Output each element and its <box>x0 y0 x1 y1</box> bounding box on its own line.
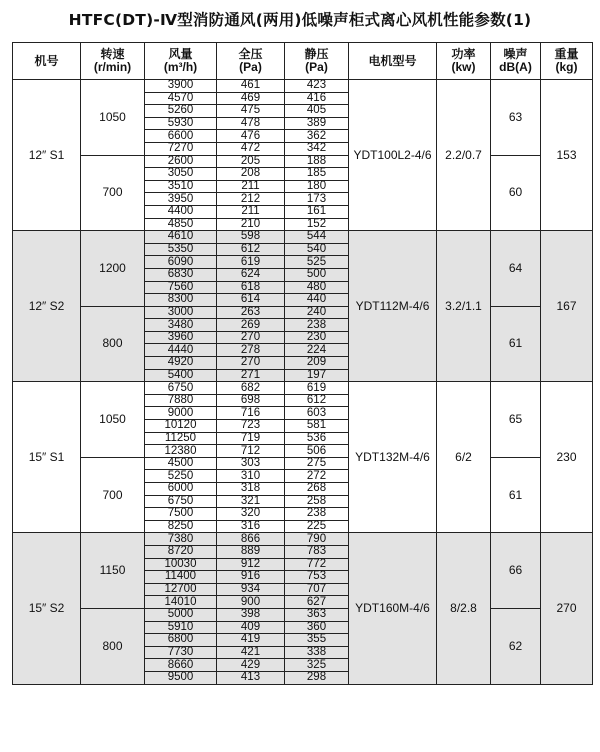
airflow-cell: 3510 <box>145 180 217 193</box>
header-static-pressure: 静压 (Pa) <box>285 43 349 80</box>
airflow-cell: 10120 <box>145 420 217 433</box>
speed-cell: 1200 <box>81 231 145 307</box>
table-row <box>13 306 593 319</box>
static-pressure-cell: 581 <box>285 420 349 433</box>
total-pressure-cell: 398 <box>217 608 285 621</box>
total-pressure-cell: 205 <box>217 155 285 168</box>
airflow-cell: 7560 <box>145 281 217 294</box>
header-speed: 转速 (r/min) <box>81 43 145 80</box>
static-pressure-cell: 224 <box>285 344 349 357</box>
speed-cell: 1150 <box>81 533 145 609</box>
static-pressure-cell: 500 <box>285 268 349 281</box>
total-pressure-cell: 916 <box>217 571 285 584</box>
total-pressure-cell: 723 <box>217 420 285 433</box>
static-pressure-cell: 416 <box>285 92 349 105</box>
total-pressure-cell: 912 <box>217 558 285 571</box>
total-pressure-cell: 618 <box>217 281 285 294</box>
static-pressure-cell: 480 <box>285 281 349 294</box>
total-pressure-cell: 210 <box>217 218 285 231</box>
static-pressure-cell: 405 <box>285 105 349 118</box>
static-pressure-cell: 707 <box>285 583 349 596</box>
model-cell: 15″ S1 <box>13 382 81 533</box>
static-pressure-cell: 619 <box>285 382 349 395</box>
table-row <box>13 533 593 546</box>
power-cell: 2.2/0.7 <box>437 80 491 231</box>
total-pressure-cell: 321 <box>217 495 285 508</box>
speed-cell: 1050 <box>81 382 145 458</box>
airflow-cell: 5350 <box>145 243 217 256</box>
model-cell: 12″ S2 <box>13 231 81 382</box>
static-pressure-cell: 783 <box>285 545 349 558</box>
static-pressure-cell: 161 <box>285 205 349 218</box>
airflow-cell: 7270 <box>145 142 217 155</box>
static-pressure-cell: 272 <box>285 470 349 483</box>
total-pressure-cell: 866 <box>217 533 285 546</box>
static-pressure-cell: 772 <box>285 558 349 571</box>
airflow-cell: 3900 <box>145 80 217 93</box>
total-pressure-cell: 889 <box>217 545 285 558</box>
total-pressure-cell: 475 <box>217 105 285 118</box>
static-pressure-cell: 423 <box>285 80 349 93</box>
motor-cell: YDT100L2-4/6 <box>349 80 437 231</box>
airflow-cell: 6800 <box>145 634 217 647</box>
static-pressure-cell: 363 <box>285 608 349 621</box>
static-pressure-cell: 753 <box>285 571 349 584</box>
total-pressure-cell: 271 <box>217 369 285 382</box>
weight-cell: 153 <box>541 80 593 231</box>
static-pressure-cell: 389 <box>285 117 349 130</box>
table-row <box>13 231 593 244</box>
total-pressure-cell: 429 <box>217 659 285 672</box>
airflow-cell: 7500 <box>145 508 217 521</box>
static-pressure-cell: 360 <box>285 621 349 634</box>
total-pressure-cell: 476 <box>217 130 285 143</box>
airflow-cell: 6750 <box>145 382 217 395</box>
static-pressure-cell: 238 <box>285 319 349 332</box>
airflow-cell: 4500 <box>145 457 217 470</box>
airflow-cell: 4610 <box>145 231 217 244</box>
airflow-cell: 3950 <box>145 193 217 206</box>
static-pressure-cell: 627 <box>285 596 349 609</box>
airflow-cell: 8300 <box>145 294 217 307</box>
total-pressure-cell: 619 <box>217 256 285 269</box>
total-pressure-cell: 320 <box>217 508 285 521</box>
airflow-cell: 6000 <box>145 483 217 496</box>
static-pressure-cell: 342 <box>285 142 349 155</box>
total-pressure-cell: 409 <box>217 621 285 634</box>
airflow-cell: 14010 <box>145 596 217 609</box>
table-row <box>13 608 593 621</box>
airflow-cell: 6600 <box>145 130 217 143</box>
header-total-pressure: 全压 (Pa) <box>217 43 285 80</box>
total-pressure-cell: 263 <box>217 306 285 319</box>
header-noise: 噪声 dB(A) <box>491 43 541 80</box>
airflow-cell: 4440 <box>145 344 217 357</box>
total-pressure-cell: 269 <box>217 319 285 332</box>
speed-cell: 800 <box>81 608 145 684</box>
header-airflow: 风量 (m³/h) <box>145 43 217 80</box>
static-pressure-cell: 197 <box>285 369 349 382</box>
table-row <box>13 382 593 395</box>
noise-cell: 63 <box>491 80 541 156</box>
static-pressure-cell: 258 <box>285 495 349 508</box>
model-cell: 15″ S2 <box>13 533 81 684</box>
speed-cell: 800 <box>81 306 145 382</box>
airflow-cell: 8250 <box>145 520 217 533</box>
speed-cell: 1050 <box>81 80 145 156</box>
airflow-cell: 7380 <box>145 533 217 546</box>
static-pressure-cell: 325 <box>285 659 349 672</box>
total-pressure-cell: 270 <box>217 357 285 370</box>
airflow-cell: 9000 <box>145 407 217 420</box>
airflow-cell: 3480 <box>145 319 217 332</box>
airflow-cell: 4920 <box>145 357 217 370</box>
static-pressure-cell: 506 <box>285 445 349 458</box>
noise-cell: 65 <box>491 382 541 458</box>
total-pressure-cell: 212 <box>217 193 285 206</box>
static-pressure-cell: 362 <box>285 130 349 143</box>
static-pressure-cell: 298 <box>285 671 349 684</box>
airflow-cell: 5400 <box>145 369 217 382</box>
airflow-cell: 12380 <box>145 445 217 458</box>
static-pressure-cell: 268 <box>285 483 349 496</box>
table-row <box>13 80 593 93</box>
power-cell: 6/2 <box>437 382 491 533</box>
static-pressure-cell: 544 <box>285 231 349 244</box>
total-pressure-cell: 698 <box>217 394 285 407</box>
airflow-cell: 3000 <box>145 306 217 319</box>
static-pressure-cell: 180 <box>285 180 349 193</box>
airflow-cell: 4400 <box>145 205 217 218</box>
noise-cell: 61 <box>491 457 541 533</box>
noise-cell: 60 <box>491 155 541 231</box>
weight-cell: 270 <box>541 533 593 684</box>
total-pressure-cell: 413 <box>217 671 285 684</box>
static-pressure-cell: 152 <box>285 218 349 231</box>
airflow-cell: 8660 <box>145 659 217 672</box>
table-row <box>13 457 593 470</box>
total-pressure-cell: 712 <box>217 445 285 458</box>
page-title: HTFC(DT)-Ⅳ型消防通风(两用)低噪声柜式离心风机性能参数(1) <box>68 11 532 29</box>
static-pressure-cell: 540 <box>285 243 349 256</box>
noise-cell: 62 <box>491 608 541 684</box>
total-pressure-cell: 472 <box>217 142 285 155</box>
header-weight: 重量 (kg) <box>541 43 593 80</box>
airflow-cell: 6090 <box>145 256 217 269</box>
airflow-cell: 4570 <box>145 92 217 105</box>
airflow-cell: 10030 <box>145 558 217 571</box>
noise-cell: 61 <box>491 306 541 382</box>
total-pressure-cell: 598 <box>217 231 285 244</box>
total-pressure-cell: 716 <box>217 407 285 420</box>
motor-cell: YDT132M-4/6 <box>349 382 437 533</box>
airflow-cell: 4850 <box>145 218 217 231</box>
power-cell: 3.2/1.1 <box>437 231 491 382</box>
total-pressure-cell: 208 <box>217 168 285 181</box>
table-header <box>13 43 593 80</box>
total-pressure-cell: 934 <box>217 583 285 596</box>
total-pressure-cell: 419 <box>217 634 285 647</box>
total-pressure-cell: 278 <box>217 344 285 357</box>
airflow-cell: 3050 <box>145 168 217 181</box>
noise-cell: 64 <box>491 231 541 307</box>
static-pressure-cell: 355 <box>285 634 349 647</box>
total-pressure-cell: 624 <box>217 268 285 281</box>
total-pressure-cell: 270 <box>217 331 285 344</box>
table-body <box>13 80 593 685</box>
static-pressure-cell: 790 <box>285 533 349 546</box>
model-cell: 12″ S1 <box>13 80 81 231</box>
header-power: 功率 (kw) <box>437 43 491 80</box>
total-pressure-cell: 682 <box>217 382 285 395</box>
airflow-cell: 5910 <box>145 621 217 634</box>
airflow-cell: 5930 <box>145 117 217 130</box>
airflow-cell: 5250 <box>145 470 217 483</box>
motor-cell: YDT160M-4/6 <box>349 533 437 684</box>
airflow-cell: 3960 <box>145 331 217 344</box>
total-pressure-cell: 614 <box>217 294 285 307</box>
airflow-cell: 5260 <box>145 105 217 118</box>
total-pressure-cell: 310 <box>217 470 285 483</box>
total-pressure-cell: 461 <box>217 80 285 93</box>
weight-cell: 167 <box>541 231 593 382</box>
motor-cell: YDT112M-4/6 <box>349 231 437 382</box>
static-pressure-cell: 225 <box>285 520 349 533</box>
static-pressure-cell: 185 <box>285 168 349 181</box>
noise-cell: 66 <box>491 533 541 609</box>
header-model: 机号 <box>13 43 81 80</box>
static-pressure-cell: 240 <box>285 306 349 319</box>
speed-cell: 700 <box>81 155 145 231</box>
airflow-cell: 7730 <box>145 646 217 659</box>
static-pressure-cell: 612 <box>285 394 349 407</box>
airflow-cell: 6750 <box>145 495 217 508</box>
airflow-cell: 12700 <box>145 583 217 596</box>
airflow-cell: 7880 <box>145 394 217 407</box>
airflow-cell: 11250 <box>145 432 217 445</box>
static-pressure-cell: 173 <box>285 193 349 206</box>
static-pressure-cell: 230 <box>285 331 349 344</box>
power-cell: 8/2.8 <box>437 533 491 684</box>
performance-table <box>12 42 593 685</box>
static-pressure-cell: 525 <box>285 256 349 269</box>
header-motor: 电机型号 <box>349 43 437 80</box>
total-pressure-cell: 211 <box>217 205 285 218</box>
static-pressure-cell: 238 <box>285 508 349 521</box>
total-pressure-cell: 303 <box>217 457 285 470</box>
static-pressure-cell: 536 <box>285 432 349 445</box>
airflow-cell: 6830 <box>145 268 217 281</box>
static-pressure-cell: 603 <box>285 407 349 420</box>
airflow-cell: 11400 <box>145 571 217 584</box>
total-pressure-cell: 900 <box>217 596 285 609</box>
total-pressure-cell: 719 <box>217 432 285 445</box>
total-pressure-cell: 469 <box>217 92 285 105</box>
airflow-cell: 9500 <box>145 671 217 684</box>
weight-cell: 230 <box>541 382 593 533</box>
static-pressure-cell: 275 <box>285 457 349 470</box>
table-row <box>13 155 593 168</box>
static-pressure-cell: 338 <box>285 646 349 659</box>
total-pressure-cell: 211 <box>217 180 285 193</box>
total-pressure-cell: 421 <box>217 646 285 659</box>
static-pressure-cell: 188 <box>285 155 349 168</box>
airflow-cell: 5000 <box>145 608 217 621</box>
total-pressure-cell: 316 <box>217 520 285 533</box>
total-pressure-cell: 318 <box>217 483 285 496</box>
total-pressure-cell: 612 <box>217 243 285 256</box>
speed-cell: 700 <box>81 457 145 533</box>
total-pressure-cell: 478 <box>217 117 285 130</box>
airflow-cell: 2600 <box>145 155 217 168</box>
static-pressure-cell: 209 <box>285 357 349 370</box>
airflow-cell: 8720 <box>145 545 217 558</box>
static-pressure-cell: 440 <box>285 294 349 307</box>
